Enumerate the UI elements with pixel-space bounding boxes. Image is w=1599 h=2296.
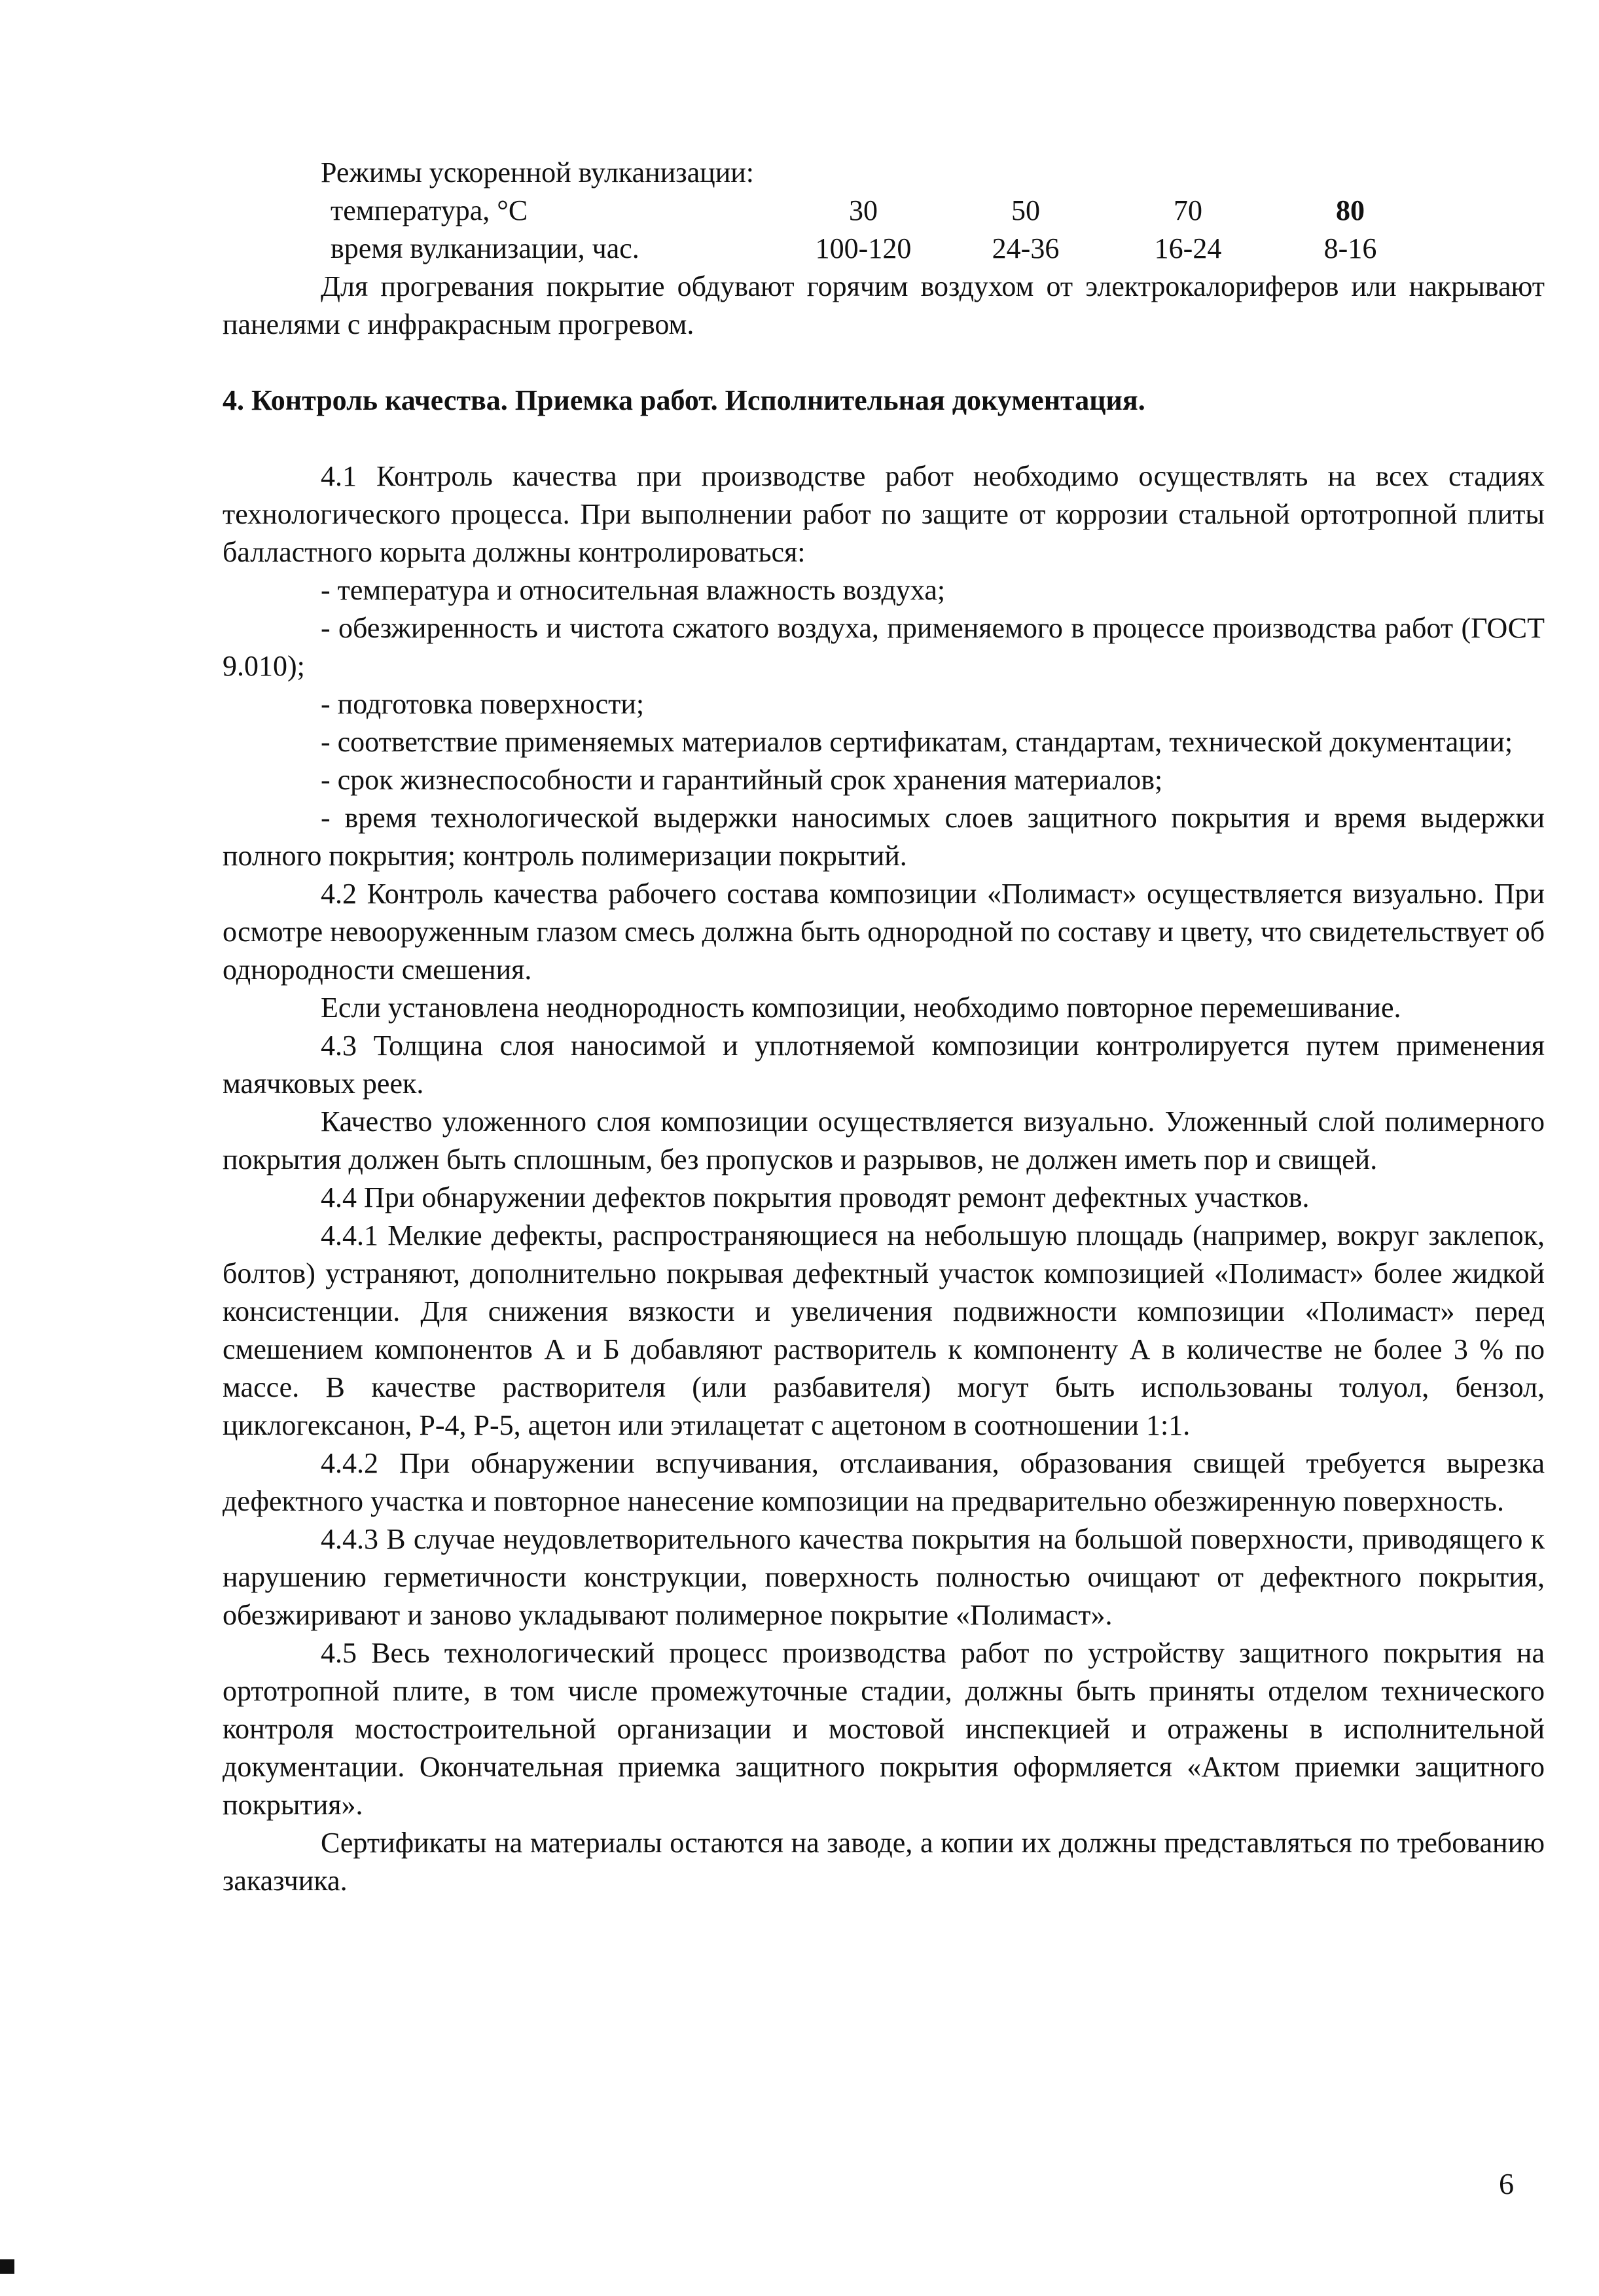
list-item: - температура и относительная влажность воздуха; — [321, 574, 946, 606]
paragraph: 4.2 Контроль качества рабочего состава композиции «Полимаст» осуществляется визуально. При осмотре невооруженным глазом смесь должна быть однородной по составу и цвету, что свидетельствует об однородности смешения. — [223, 878, 1545, 986]
time-label: время вулканизации, час. — [331, 232, 639, 264]
scan-edge-mark — [0, 2259, 14, 2274]
list-item: - обезжиренность и чистота сжатого воздуха, применяемого в процессе производства работ (ГОСТ 9.010); — [223, 612, 1545, 682]
paragraph: Для прогревания покрытие обдувают горячим воздухом от электрокалориферов или накрывают панелями с инфракрасным прогревом. — [223, 270, 1545, 340]
paragraph: Сертификаты на материалы остаются на заводе, а копии их должны представляться по требованию заказчика. — [223, 1827, 1545, 1897]
temperature-value: 50 — [1011, 194, 1040, 226]
paragraph: 4.4.2 При обнаружении вспучивания, отслаивания, образования свищей требуется вырезка дефектного участка и повторное нанесение композиции на предварительно обезжиренную поверхность. — [223, 1447, 1545, 1517]
paragraph: 4.3 Толщина слоя наносимой и уплотняемой композиции контролируется путем применения маячковых реек. — [223, 1030, 1545, 1100]
paragraph: 4.1 Контроль качества при производстве работ необходимо осуществлять на всех стадиях технологического процесса. При выполнении работ по защите от коррозии стальной ортотропной плиты балластного корыта должны контролироваться: — [223, 460, 1545, 568]
temperature-value: 70 — [1174, 194, 1202, 226]
time-row — [331, 230, 1545, 268]
temperature-row — [331, 192, 1545, 230]
temperature-value: 30 — [849, 194, 878, 226]
page-number: 6 — [1499, 2167, 1514, 2200]
temperature-value: 80 — [1336, 194, 1365, 226]
time-value: 8-16 — [1323, 232, 1377, 264]
temperature-label: температура, °С — [331, 194, 528, 226]
time-value: 24-36 — [992, 232, 1060, 264]
list-item: - соответствие применяемых материалов сертификатам, стандартам, технической документации; — [321, 726, 1513, 758]
paragraph: 4.4 При обнаружении дефектов покрытия проводят ремонт дефектных участков. — [321, 1181, 1310, 1213]
paragraph: Качество уложенного слоя композиции осуществляется визуально. Уложенный слой полимерного покрытия должен быть сплошным, без пропусков и разрывов, не должен иметь пор и свищей. — [223, 1105, 1545, 1175]
page-content — [223, 154, 1545, 1900]
paragraph: 4.4.1 Мелкие дефекты, распространяющиеся на небольшую площадь (например, вокруг заклепок, болтов) устраняют, дополнительно покрывая дефектный участок композицией «Полимаст» более жидкой консистенции. Для снижения вязкости и увеличения подвижности композиции «Полимаст» перед смешением компонентов А и Б добавляют растворитель к компоненту А в количестве не более 3 % по массе. В качестве растворителя (или разбавителя) могут быть использованы толуол, бензол, циклогексанон, Р-4, Р-5, ацетон или этилацетат с ацетоном в соотношении 1:1. — [223, 1219, 1545, 1441]
list-item: - подготовка поверхности; — [321, 688, 645, 720]
time-value: 100-120 — [815, 232, 912, 264]
regimes-title: Режимы ускоренной вулканизации: — [321, 156, 755, 188]
section-heading: 4. Контроль качества. Приемка работ. Исполнительная документация. — [223, 384, 1145, 416]
paragraph: 4.4.3 В случае неудовлетворительного качества покрытия на большой поверхности, приводящего к нарушению герметичности конструкции, поверхность полностью очищают от дефектного покрытия, обезжиривают и заново укладывают полимерное покрытие «Полимаст». — [223, 1523, 1545, 1631]
time-value: 16-24 — [1154, 232, 1222, 264]
paragraph: 4.5 Весь технологический процесс производства работ по устройству защитного покрытия на ортотропной плите, в том числе промежуточные стадии, должны быть приняты отделом технического контроля мостостроительной организации и мостовой инспекцией и отражены в исполнительной документации. Окончательная приемка защитного покрытия оформляется «Актом приемки защитного покрытия». — [223, 1637, 1545, 1821]
list-item: - срок жизнеспособности и гарантийный срок хранения материалов; — [321, 764, 1163, 796]
paragraph: Если установлена неоднородность композиции, необходимо повторное перемешивание. — [321, 992, 1401, 1024]
list-item: - время технологической выдержки наносимых слоев защитного покрытия и время выдержки полного покрытия; контроль полимеризации покрытий. — [223, 802, 1545, 872]
